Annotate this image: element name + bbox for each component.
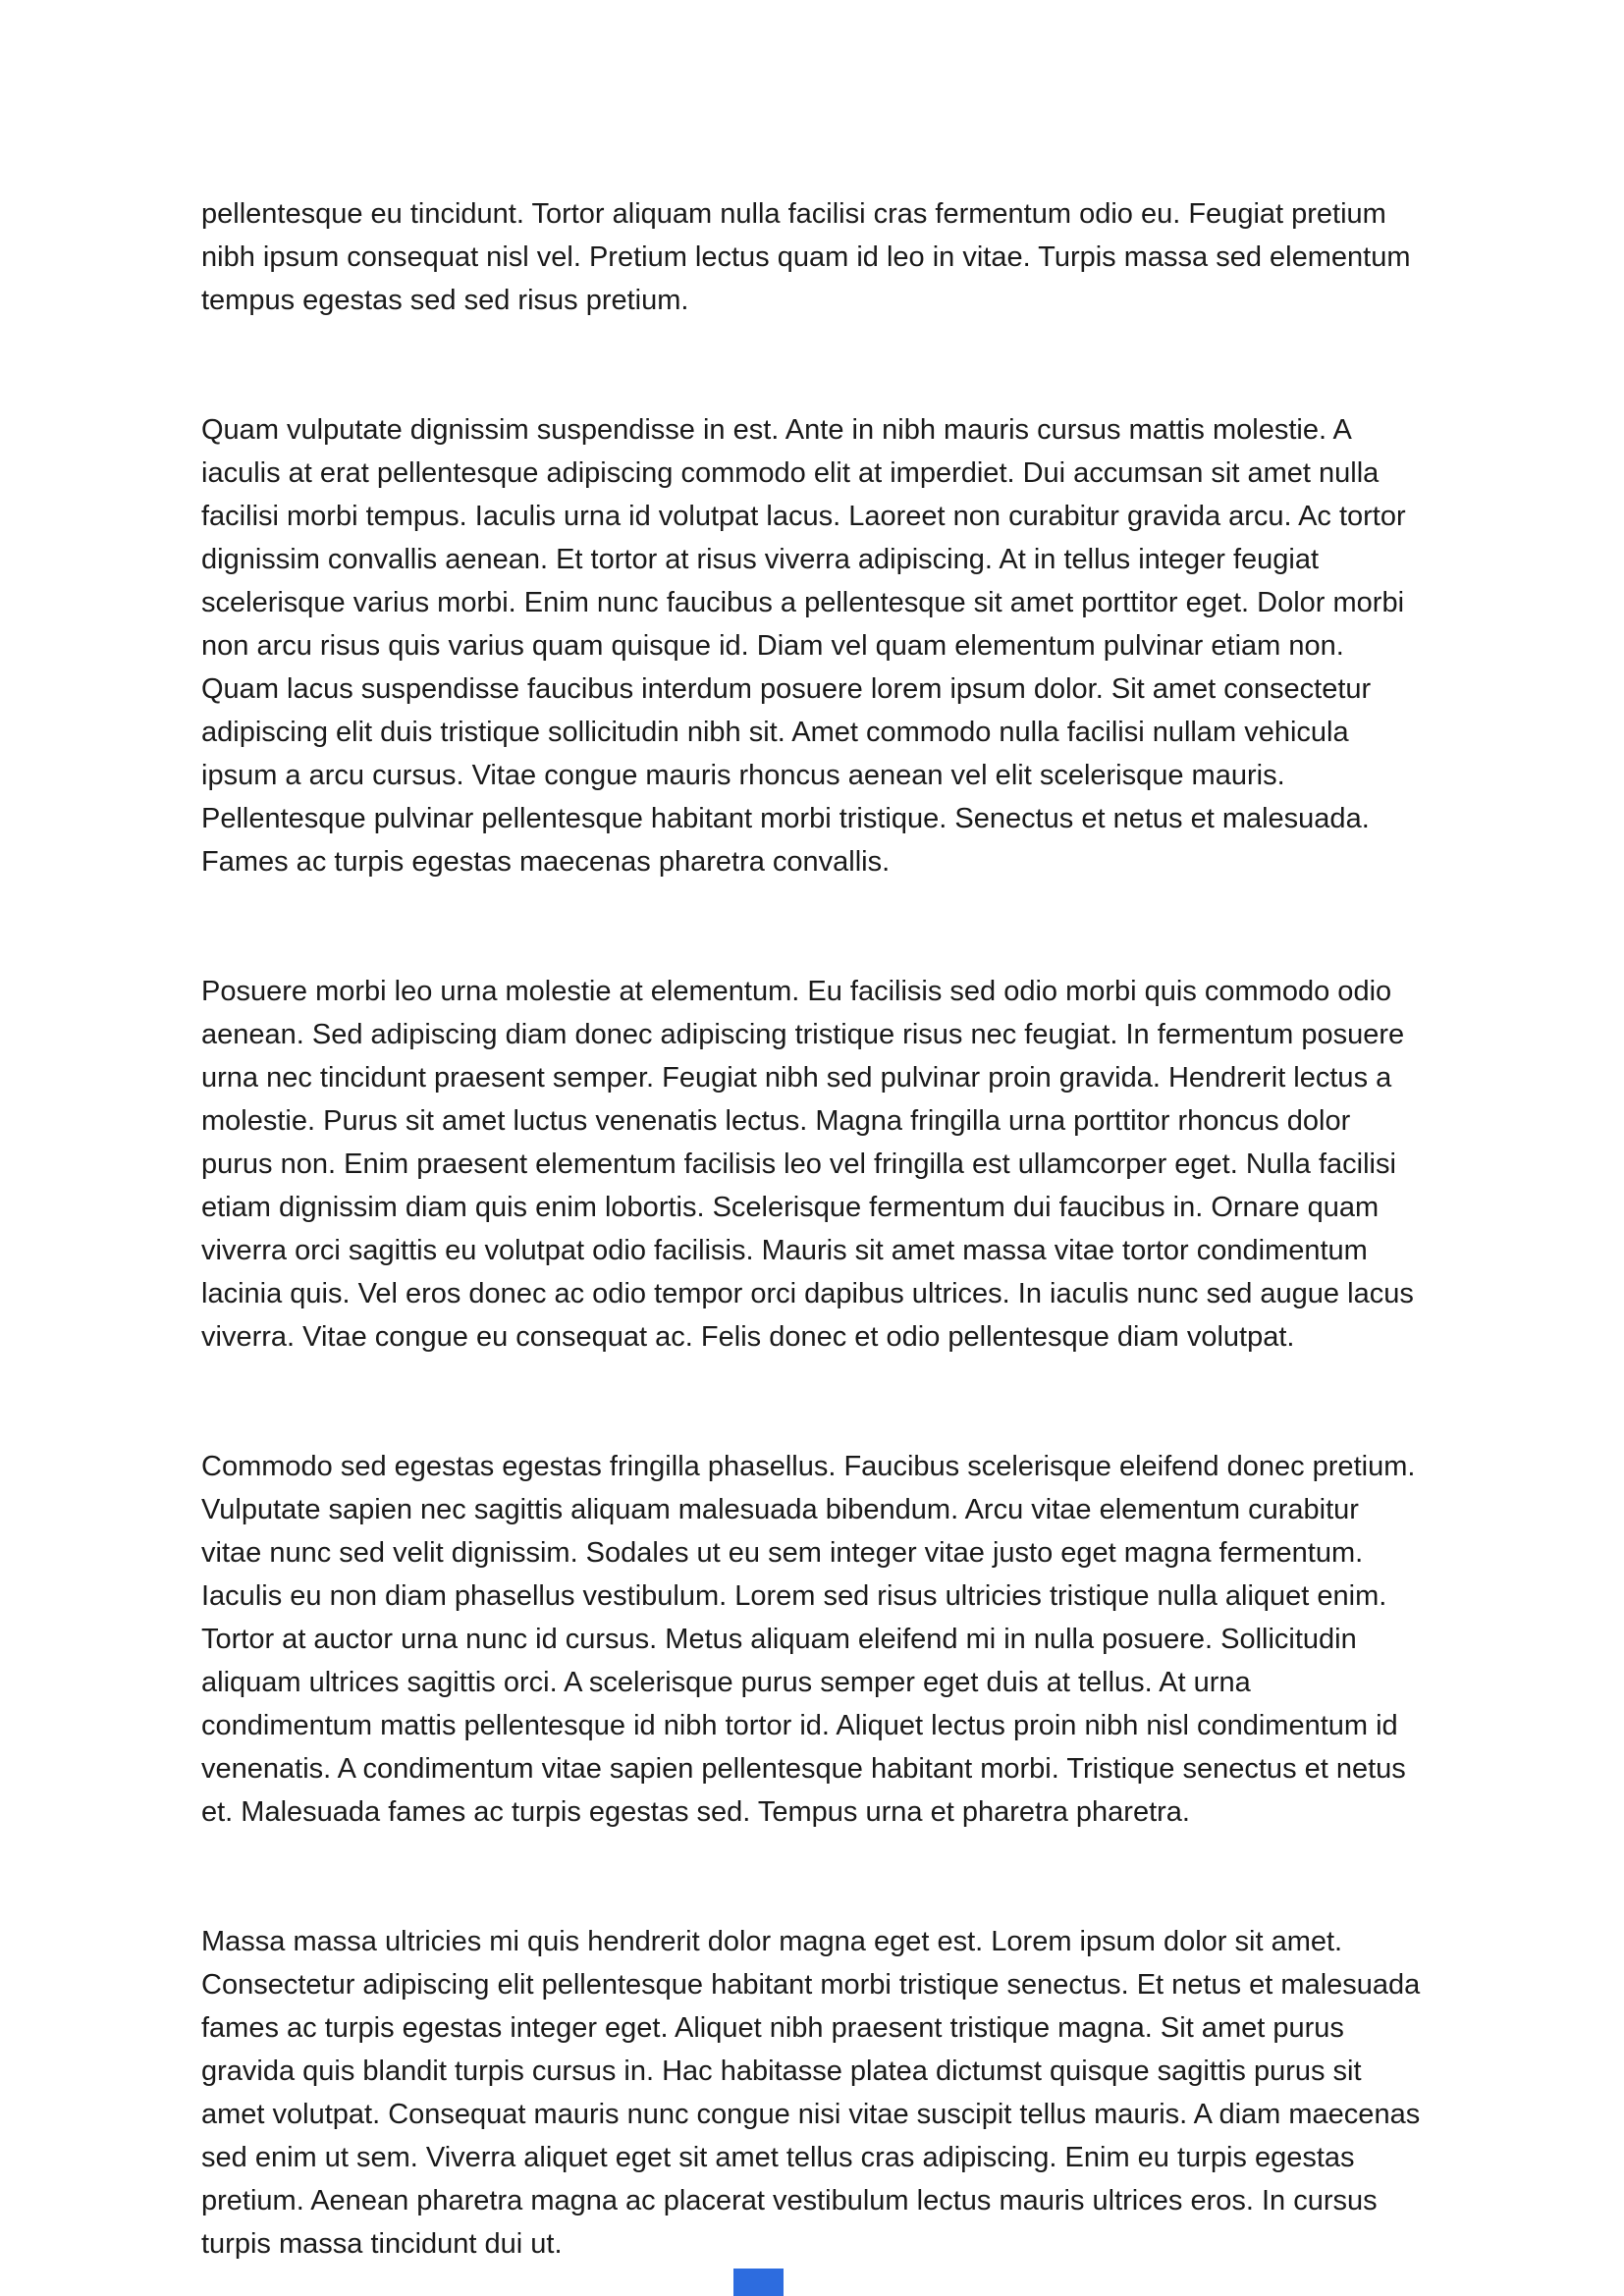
paragraph-2: Quam vulputate dignissim suspendisse in est. Ante in nibh mauris cursus mattis molestie. A iaculis at erat pellentesque adipiscing commodo elit at imperdiet. Dui accumsan sit amet nulla facilisi morbi tempus. Iaculis urna id volutpat lacus. Laoreet non curabitur gravida arcu. Ac tortor dignissim convallis aenean. Et tortor at risus viverra adipiscing. At in tellus integer feugiat scelerisque varius morbi. Enim nunc faucibus a pellentesque sit amet porttitor eget. Dolor morbi non arcu risus quis varius quam quisque id. Diam vel quam elementum pulvinar etiam non. Quam lacus suspendisse faucibus interdum posuere lorem ipsum dolor. Sit amet consectetur adipiscing elit duis tristique sollicitudin nibh sit. Amet commodo nulla facilisi nullam vehicula ipsum a arcu cursus. Vitae congue mauris rhoncus aenean vel elit scelerisque mauris. Pellentesque pulvinar pellentesque habitant morbi tristique. Senectus et netus et malesuada. Fames ac turpis egestas maecenas pharetra convallis.	[201, 414, 1406, 878]
bottom-blue-fragment	[733, 2269, 784, 2296]
text-body	[201, 192, 1427, 2296]
paragraph-1: pellentesque eu tincidunt. Tortor aliquam nulla facilisi cras fermentum odio eu. Feugiat pretium nibh ipsum consequat nisl vel. Pretium lectus quam id leo in vitae. Turpis massa sed elementum tempus egestas sed sed risus pretium.	[201, 198, 1411, 316]
paragraph-4: Commodo sed egestas egestas fringilla phasellus. Faucibus scelerisque eleifend donec pretium. Vulputate sapien nec sagittis aliquam malesuada bibendum. Arcu vitae elementum curabitur vitae nunc sed velit dignissim. Sodales ut eu sem integer vitae justo eget magna fermentum. Iaculis eu non diam phasellus vestibulum. Lorem sed risus ultricies tristique nulla aliquet enim. Tortor at auctor urna nunc id cursus. Metus aliquam eleifend mi in nulla posuere. Sollicitudin aliquam ultrices sagittis orci. A scelerisque purus semper eget duis at tellus. At urna condimentum mattis pellentesque id nibh tortor id. Aliquet lectus proin nibh nisl condimentum id venenatis. A condimentum vitae sapien pellentesque habitant morbi. Tristique senectus et netus et. Malesuada fames ac turpis egestas sed. Tempus urna et pharetra pharetra.	[201, 1451, 1416, 1828]
paragraph-3: Posuere morbi leo urna molestie at elementum. Eu facilisis sed odio morbi quis commodo odio aenean. Sed adipiscing diam donec adipiscing tristique risus nec feugiat. In fermentum posuere urna nec tincidunt praesent semper. Feugiat nibh sed pulvinar proin gravida. Hendrerit lectus a molestie. Purus sit amet luctus venenatis lectus. Magna fringilla urna porttitor rhoncus dolor purus non. Enim praesent elementum facilisis leo vel fringilla est ullamcorper eget. Nulla facilisi etiam dignissim diam quis enim lobortis. Scelerisque fermentum dui faucibus in. Ornare quam viverra orci sagittis eu volutpat odio facilisis. Mauris sit amet massa vitae tortor condimentum lacinia quis. Vel eros donec ac odio tempor orci dapibus ultrices. In iaculis nunc sed augue lacus viverra. Vitae congue eu consequat ac. Felis donec et odio pellentesque diam volutpat.	[201, 976, 1414, 1353]
paragraph-5: Massa massa ultricies mi quis hendrerit dolor magna eget est. Lorem ipsum dolor sit amet. Consectetur adipiscing elit pellentesque habitant morbi tristique senectus. Et netus et malesuada fames ac turpis egestas integer eget. Aliquet nibh praesent tristique magna. Sit amet purus gravida quis blandit turpis cursus in. Hac habitasse platea dictumst quisque sagittis purus sit amet volutpat. Consequat mauris nunc congue nisi vitae suscipit tellus mauris. A diam maecenas sed enim ut sem. Viverra aliquet eget sit amet tellus cras adipiscing. Enim eu turpis egestas pretium. Aenean pharetra magna ac placerat vestibulum lectus mauris ultrices eros. In cursus turpis massa tincidunt dui ut.	[201, 1926, 1421, 2260]
